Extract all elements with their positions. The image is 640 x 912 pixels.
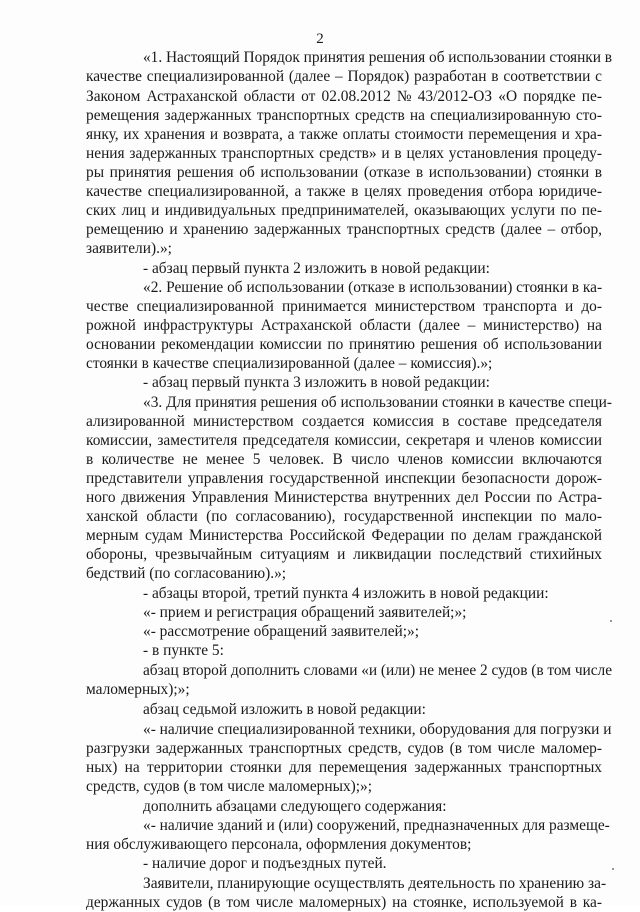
- text-line: «- прием и регистрация обращений заявителей;»;: [143, 604, 467, 621]
- text-line: «3. Для принятия решения об использовании стоянки в качестве специ-: [143, 394, 612, 411]
- text-line: комиссии, заместителя председателя комиссии, секретаря и членов комиссии: [86, 432, 602, 449]
- text-line: рожной инфраструктуры Астраханской области (далее – министерство) на: [86, 317, 602, 334]
- text-line: ры принятия решения об использовании (отказе в использовании) стоянки в: [86, 164, 602, 181]
- text-line: - абзац первый пункта 3 изложить в новой редакции:: [143, 374, 490, 391]
- text-line: стоянки в качестве специализированной (далее – комиссия).»;: [86, 355, 493, 372]
- text-line: представители управления государственной инспекции безопасности дорож-: [86, 470, 602, 487]
- scan-speck: [612, 868, 614, 870]
- text-line: Заявители, планирующие осуществлять деятельность по хранению за-: [143, 875, 607, 892]
- text-line: держанных судов (в том числе маломерных) на стоянке, используемой в ка-: [86, 894, 602, 911]
- text-line: бедствий (по согласованию).»;: [86, 565, 287, 582]
- text-line: заявители).»;: [86, 240, 172, 257]
- text-line: «1. Настоящий Порядок принятия решения об использовании стоянки в: [143, 49, 612, 66]
- text-line: ного движения Управления Министерства внутренних дел России по Астра-: [86, 489, 602, 506]
- text-line: ализированной министерством создается комиссия в составе председателя: [86, 413, 602, 430]
- text-line: в количестве не менее 5 человек. В число членов комиссии включаются: [86, 451, 602, 468]
- text-line: качестве специализированной (далее – Порядок) разработан в соответствии с: [86, 68, 602, 85]
- text-line: «- наличие зданий и (или) сооружений, предназначенных для размеще-: [143, 817, 610, 834]
- text-line: честве специализированной принимается министерством транспорта и до-: [86, 298, 602, 315]
- text-line: ремещению и хранению задержанных транспортных средств (далее – отбор,: [86, 221, 602, 238]
- text-line: нения задержанных транспортных средств» и в целях установления процеду-: [86, 145, 602, 162]
- text-line: - абзацы второй, третий пункта 4 изложить в новой редакции:: [143, 585, 549, 602]
- text-line: ских лиц и индивидуальных предпринимателей, оказывающих услуги по пе-: [86, 202, 602, 219]
- text-line: - в пункте 5:: [143, 642, 224, 659]
- text-line: ных) на территории стоянки для перемещения задержанных транспортных: [86, 759, 602, 776]
- text-line: «- рассмотрение обращений заявителей;»;: [143, 623, 420, 640]
- text-line: качестве специализированной, а также в целях проведения отбора юридиче-: [86, 183, 602, 200]
- text-line: «- наличие специализированной техники, оборудования для погрузки и: [143, 721, 612, 738]
- text-line: абзац седьмой изложить в новой редакции:: [143, 701, 426, 718]
- text-line: «2. Решение об использовании (отказе в использовании) стоянки в ка-: [143, 279, 603, 296]
- text-line: ремещения задержанных транспортных средств на специализированную сто-: [86, 107, 602, 124]
- scan-speck: [610, 620, 612, 622]
- text-line: разгрузки задержанных транспортных средств, судов (в том числе маломер-: [86, 740, 602, 757]
- text-line: ния обслуживающего персонала, оформления документов;: [86, 836, 472, 853]
- text-line: янку, их хранения и возврата, а также оплаты стоимости перемещения и хра-: [86, 126, 602, 143]
- text-line: маломерных);»;: [86, 681, 190, 698]
- text-line: абзац второй дополнить словами «и (или) не менее 2 судов (в том числе: [143, 662, 612, 679]
- page-number: 2: [316, 31, 324, 47]
- text-line: средств, судов (в том числе маломерных);»;: [86, 778, 373, 795]
- text-line: дополнить абзацами следующего содержания:: [143, 798, 447, 815]
- text-line: обороны, чрезвычайным ситуациям и ликвидации последствий стихийных: [86, 546, 602, 563]
- text-line: Законом Астраханской области от 02.08.2012 № 43/2012-ОЗ «О порядке пе-: [86, 88, 602, 105]
- text-line: основании рекомендации комиссии по принятию решения об использовании: [86, 336, 602, 353]
- text-line: мерным судам Министерства Российской Федерации по делам гражданской: [86, 527, 602, 544]
- text-line: - абзац первый пункта 2 изложить в новой редакции:: [143, 260, 490, 277]
- text-line: - наличие дорог и подъездных путей.: [143, 855, 387, 872]
- text-line: ханской области (по согласованию), государственной инспекции по мало-: [86, 508, 602, 525]
